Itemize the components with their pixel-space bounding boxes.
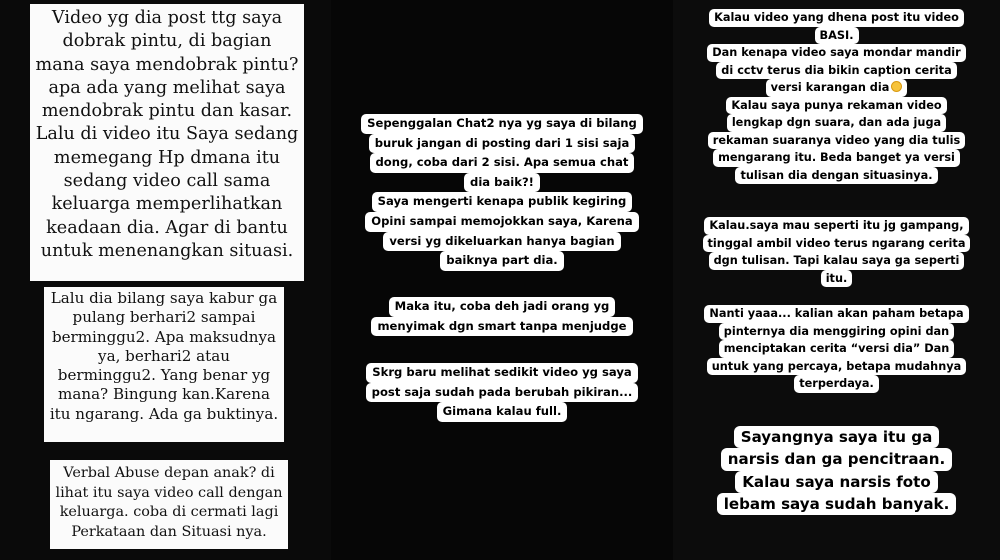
caption-line: menyimak dgn smart tanpa menjudge (371, 317, 632, 337)
caption-line: rekaman suaranya video yang dia tulis (708, 132, 965, 150)
text-line: Verbal Abuse depan anak? di (63, 465, 275, 481)
caption-line: Nanti yaaa... kalian akan paham betapa (704, 305, 968, 323)
caption-line: tinggal ambil video terus ngarang cerita (703, 235, 971, 253)
text-line: keluarga memperlihatkan (51, 194, 283, 215)
text-line: memegang Hp dmana itu (53, 147, 281, 168)
caption-line: Kalau saya punya rekaman video (726, 97, 946, 115)
caption-line: Dan kenapa video saya mondar mandir (707, 44, 966, 62)
caption-line: buruk jangan di posting dari 1 sisi saja (369, 134, 636, 154)
caption-line: narsis dan ga pencitraan. (721, 448, 952, 470)
text-line: berminggu2. Apa maksudnya (51, 327, 277, 346)
caption-line: Saya mengerti kenapa publik kegiring (372, 192, 633, 212)
text-line: mana? Bingung kan.Karena (58, 385, 270, 404)
caption-not-narcissistic (673, 426, 1000, 515)
caption-line: Sayangnya saya itu ga (734, 426, 940, 448)
caption-line: baiknya part dia. (440, 251, 563, 271)
story-panel-left (0, 0, 331, 560)
text-line: lihat itu saya video call dengan (55, 484, 283, 501)
caption-easy-to-fake (673, 217, 1000, 287)
caption-line: terperdaya. (794, 375, 879, 393)
text-line: dobrak pintu, di bagian (62, 31, 272, 52)
text-line: berminggu2. Yang benar yg (57, 366, 271, 385)
caption-line: lengkap dgn suara, dan ada juga (727, 114, 946, 132)
caption-line: Sepenggalan Chat2 nya yg saya di bilang (361, 114, 643, 134)
caption-line: BASI. (815, 27, 859, 45)
story-panel-right (673, 0, 1000, 560)
caption-old-video (673, 9, 1000, 184)
text-line: Lalu dia bilang saya kabur ga (50, 289, 278, 307)
caption-line: Kalau.saya mau seperti itu jg gampang, (704, 217, 968, 235)
caption-line: menciptakan cerita “versi dia” Dan (719, 340, 955, 358)
text-line: itu ngarang. Ada ga buktinya. (49, 404, 279, 423)
caption-line: Kalau saya narsis foto (735, 471, 938, 493)
story-panel-middle (331, 0, 673, 560)
caption-line: Gimana kalau full. (437, 402, 568, 422)
caption-line: tulisan dia dengan situasinya. (735, 167, 937, 185)
text-line: untuk menenangkan situasi. (40, 240, 294, 261)
caption-line: lebam saya sudah banyak. (717, 493, 957, 515)
text-box-runaway-claim (44, 287, 284, 442)
caption-line: dgn tulisan. Tapi kalau saya ga seperti (709, 252, 965, 270)
caption-line-text: versi karangan dia (770, 81, 890, 94)
caption-changed-minds (331, 363, 673, 422)
caption-line: di cctv terus dia bikin caption cerita (716, 62, 956, 80)
caption-line: itu. (821, 270, 853, 288)
caption-line: pinternya dia menggiring opini dan (719, 323, 954, 341)
text-line: keadaan dia. Agar di bantu (46, 217, 288, 238)
caption-be-smart (331, 297, 673, 336)
caption-line: dong, coba dari 2 sisi. Apa semua chat (370, 153, 635, 173)
text-box-door-claim (30, 4, 304, 281)
caption-you-will-see (673, 305, 1000, 393)
text-line: ya, berhari2 atau (98, 346, 230, 365)
caption-line: Skrg baru melihat sedikit video yg saya (366, 363, 637, 383)
caption-line: dia baik?! (464, 173, 540, 193)
caption-line-with-emoji (766, 79, 908, 97)
text-line: keluarga. coba di cermati lagi (59, 504, 279, 520)
caption-line: Kalau video yang dhena post itu video (709, 9, 964, 27)
text-line: Perkataan dan Situasi nya. (71, 523, 267, 540)
text-line: Video yg dia post ttg saya (51, 8, 283, 28)
text-line: mendobrak pintu dan kasar. (41, 101, 293, 122)
caption-line: post saja sudah pada berubah pikiran... (366, 383, 639, 403)
text-line: pulang berhari2 sampai (72, 308, 256, 327)
caption-chat-context (331, 114, 673, 271)
caption-line: Opini sampai memojokkan saya, Karena (365, 212, 638, 232)
text-line: sedang video call sama (63, 171, 271, 192)
caption-line: Maka itu, coba deh jadi orang yg (389, 297, 616, 317)
text-line: mana saya mendobrak pintu? (35, 54, 299, 75)
smiling-face-emoji-icon (891, 81, 902, 92)
text-line: Lalu di video itu Saya sedang (35, 124, 299, 145)
caption-line: versi yg dikeluarkan hanya bagian (383, 232, 620, 252)
caption-line: untuk yang percaya, betapa mudahnya (707, 358, 967, 376)
text-box-verbal-abuse (50, 460, 288, 549)
text-line: apa ada yang melihat saya (48, 77, 286, 98)
caption-line: mengarang itu. Beda banget ya versi (713, 149, 960, 167)
